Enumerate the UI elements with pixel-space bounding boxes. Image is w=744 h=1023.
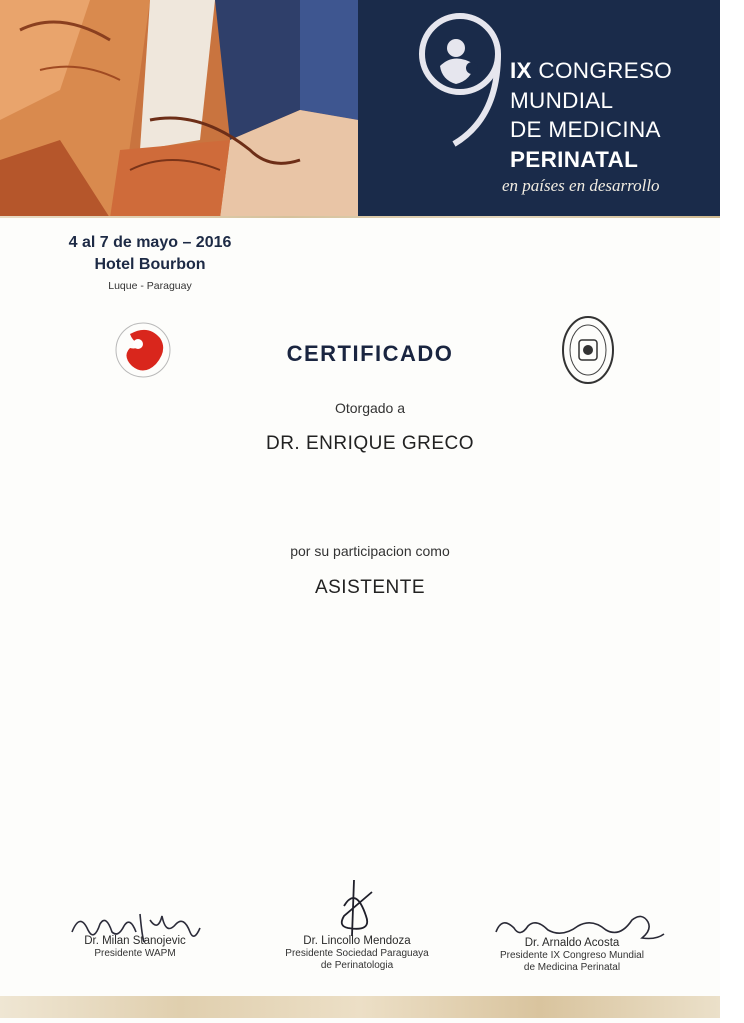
certificate-title: CERTIFICADO — [286, 341, 454, 366]
signatory-name: Dr. Arnaldo Acosta — [524, 937, 620, 949]
congress-roman-numeral: IX — [510, 58, 532, 83]
banner-stripe — [0, 216, 720, 218]
signatory-title: Presidente IX Congreso Mundial — [500, 950, 644, 961]
participant-role: ASISTENTE — [314, 577, 426, 598]
event-venue: Hotel Bourbon — [94, 256, 206, 273]
page-margin — [720, 0, 744, 1023]
signatory-title: de Perinatologia — [320, 960, 394, 971]
footer-stripe — [0, 996, 720, 1018]
signatory-name: Dr. Lincollo Mendoza — [303, 935, 411, 947]
nine-emblem-icon — [414, 8, 510, 148]
participation-label: por su participacion como — [290, 543, 450, 559]
event-dates: 4 al 7 de mayo – 2016 — [68, 234, 232, 251]
event-place: Luque - Paraguay — [108, 280, 192, 292]
signatory-title: Presidente WAPM — [94, 948, 176, 959]
signature-block-stanojevic — [60, 935, 210, 960]
signature-block-mendoza — [272, 935, 442, 972]
congress-subtitle: en países en desarrollo — [502, 176, 660, 195]
granted-label: Otorgado a — [334, 400, 406, 416]
painting-artwork — [0, 0, 358, 218]
signatory-title: de Medicina Perinatal — [523, 962, 621, 973]
congress-line-1: CONGRESO — [538, 58, 673, 83]
header-banner — [0, 0, 720, 218]
congress-line-4: PERINATAL — [510, 146, 639, 172]
signatory-title: Presidente Sociedad Paraguaya — [285, 948, 429, 959]
event-info — [40, 232, 260, 296]
congress-line-3: DE MEDICINA — [510, 117, 661, 142]
recipient-name: DR. ENRIQUE GRECO — [265, 433, 475, 454]
congress-title — [510, 56, 672, 174]
signature-block-acosta — [488, 937, 656, 974]
signatory-name: Dr. Milan Stanojevic — [84, 935, 186, 947]
congress-line-2: MUNDIAL — [510, 87, 614, 113]
